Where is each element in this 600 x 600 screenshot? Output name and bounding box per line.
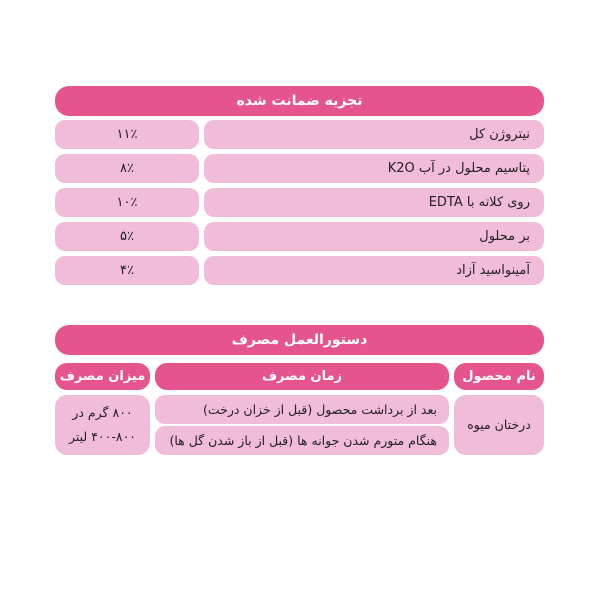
- analysis-row-name: نیتروژن کل: [204, 120, 544, 149]
- analysis-row-name: پتاسیم محلول در آب K2O: [204, 154, 544, 183]
- usage-title: دستورالعمل مصرف: [231, 332, 368, 348]
- analysis-title-bar: [55, 86, 544, 116]
- header-product: نام محصول: [454, 363, 544, 390]
- analysis-row-value: ۵٪: [55, 222, 199, 251]
- dosage-line-2: ۴۰۰-۸۰۰ لیتر: [68, 429, 137, 444]
- analysis-row-value: ۱۱٪: [55, 120, 199, 149]
- analysis-row-name: بر محلول: [204, 222, 544, 251]
- header-dosage: میزان مصرف: [55, 363, 150, 390]
- analysis-title: تجزیه ضمانت شده: [236, 93, 363, 109]
- product-cell: درختان میوه: [454, 395, 544, 455]
- timing-cell: هنگام متورم شدن جوانه ها (قبل از باز شدن گل ها): [155, 426, 449, 455]
- analysis-row-value: ۱۰٪: [55, 188, 199, 217]
- timing-cell: بعد از برداشت محصول (قبل از خزان درخت): [155, 395, 449, 424]
- dosage-line-1: ۸۰۰ گرم در: [72, 405, 133, 421]
- analysis-row-name: آمینواسید آزاد: [204, 256, 544, 285]
- usage-title-bar: [55, 325, 544, 355]
- analysis-row-value: ۸٪: [55, 154, 199, 183]
- dosage-cell: [55, 395, 150, 455]
- analysis-row-value: ۴٪: [55, 256, 199, 285]
- analysis-row-name: روی کلاته با EDTA: [204, 188, 544, 217]
- header-timing: زمان مصرف: [155, 363, 449, 390]
